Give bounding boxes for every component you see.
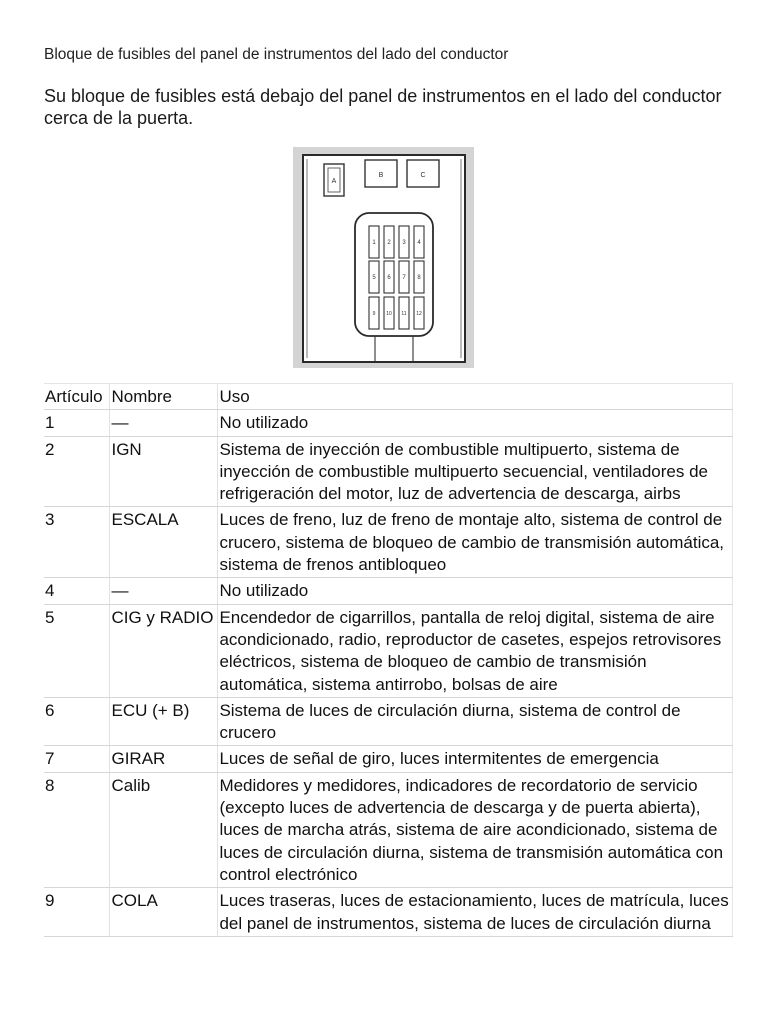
fuse-label-12: 12: [416, 311, 422, 317]
table-row: [44, 578, 733, 604]
cell-use: Luces de señal de giro, luces intermitentes de emergencia: [218, 746, 733, 772]
relay-a-label: A: [331, 178, 337, 185]
table-row: [44, 746, 733, 772]
cell-name: Calib: [110, 772, 218, 887]
fuse-label-5: 5: [372, 275, 376, 281]
cell-item: 8: [44, 772, 110, 887]
cell-name: ECU (+ B): [110, 697, 218, 746]
table-row: [44, 436, 733, 507]
cell-use: No utilizado: [218, 410, 733, 436]
table-header-row: [44, 384, 733, 410]
cell-use: Sistema de inyección de combustible multipuerto, sistema de inyección de combustible multipuerto secuencial, ventiladores de refrigeración del motor, luz de advertencia de descarga, airbs: [218, 436, 733, 507]
cell-use: Luces traseras, luces de estacionamiento, luces de matrícula, luces del panel de instrumentos, sistema de luces de circulación diurna: [218, 888, 733, 937]
fuse-label-1: 1: [372, 240, 376, 246]
intro-paragraph: Su bloque de fusibles está debajo del panel de instrumentos en el lado del conductor cerca de la puerta.: [44, 86, 722, 128]
cell-item: 9: [44, 888, 110, 937]
fuse-label-9: 9: [372, 311, 376, 317]
cell-item: 1: [44, 410, 110, 436]
fuse-label-8: 8: [417, 275, 421, 281]
fuse-block-diagram: [293, 147, 474, 368]
relay-c-label: C: [420, 172, 426, 179]
header-name: Nombre: [110, 384, 218, 410]
fuse-label-11: 11: [401, 311, 407, 317]
relay-b-label: B: [378, 172, 384, 179]
cell-use: Sistema de luces de circulación diurna, sistema de control de crucero: [218, 697, 733, 746]
cell-item: 6: [44, 697, 110, 746]
cell-item: 2: [44, 436, 110, 507]
fuse-label-10: 10: [386, 311, 392, 317]
fuse-table: [44, 383, 733, 937]
cell-use: Luces de freno, luz de freno de montaje alto, sistema de control de crucero, sistema de bloqueo de cambio de transmisión automática, sistema de frenos antibloqueo: [218, 507, 733, 578]
cell-name: COLA: [110, 888, 218, 937]
cell-name: CIG y RADIO: [110, 604, 218, 697]
fuse-label-2: 2: [387, 240, 391, 246]
cell-name: IGN: [110, 436, 218, 507]
table-row: [44, 410, 733, 436]
cell-item: 4: [44, 578, 110, 604]
table-row: [44, 507, 733, 578]
fuse-label-7: 7: [402, 275, 406, 281]
table-row: [44, 697, 733, 746]
fuse-label-3: 3: [402, 240, 406, 246]
cell-use: No utilizado: [218, 578, 733, 604]
cell-name: ESCALA: [110, 507, 218, 578]
table-row: [44, 888, 733, 937]
table-row: [44, 604, 733, 697]
cell-use: Encendedor de cigarrillos, pantalla de reloj digital, sistema de aire acondicionado, radio, reproductor de casetes, espejos retrovisores eléctricos, sistema de bloqueo de cambio de transmisión automática, sistema antirrobo, bolsas de aire: [218, 604, 733, 697]
header-item: Artículo: [44, 384, 110, 410]
cell-use: Medidores y medidores, indicadores de recordatorio de servicio (excepto luces de advertencia de descarga y de puerta abierta), luces de marcha atrás, sistema de aire acondicionado, sistema de luces de circulación diurna, sistema de transmisión automática con control electrónico: [218, 772, 733, 887]
page-heading: Bloque de fusibles del panel de instrumentos del lado del conductor: [44, 46, 509, 63]
table-row: [44, 772, 733, 887]
cell-name: GIRAR: [110, 746, 218, 772]
cell-item: 3: [44, 507, 110, 578]
cell-name: —: [110, 578, 218, 604]
fuse-label-6: 6: [387, 275, 391, 281]
header-use: Uso: [218, 384, 733, 410]
cell-item: 7: [44, 746, 110, 772]
fuse-label-4: 4: [417, 240, 421, 246]
fuse-block-drawing: [293, 147, 474, 368]
cell-name: —: [110, 410, 218, 436]
cell-item: 5: [44, 604, 110, 697]
